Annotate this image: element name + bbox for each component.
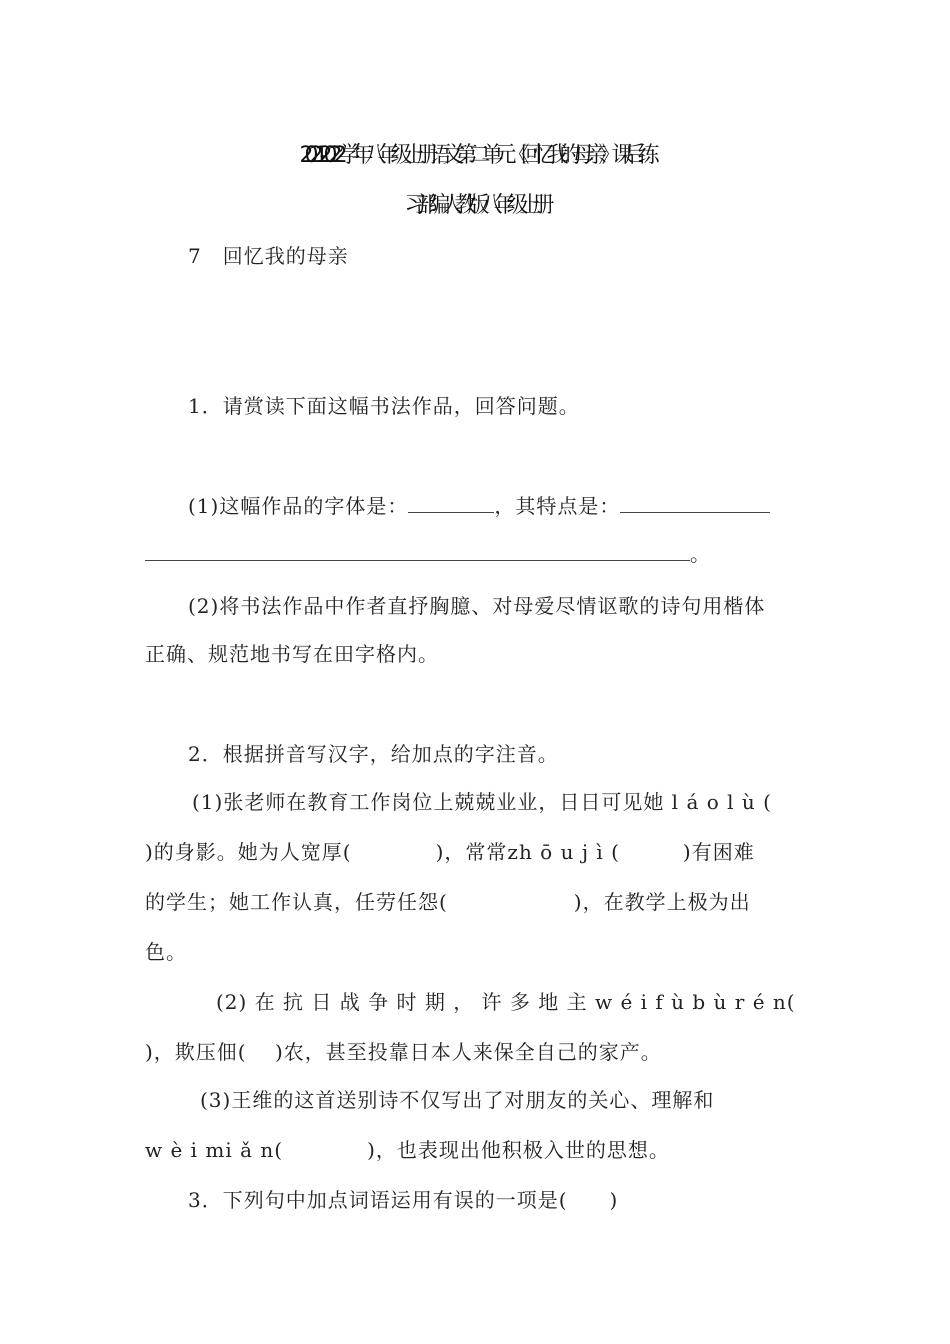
question-2-part-1-line-4: 色。 — [145, 940, 187, 964]
question-1-part-1-continued — [145, 538, 711, 567]
answer-blank-features-2[interactable] — [145, 542, 690, 561]
question-1-part-1-text-b: ，其特点是： — [494, 494, 621, 518]
document-title-line-2: 习 部编人教版八年级上册 — [404, 193, 546, 218]
answer-blank-features-1[interactable] — [620, 494, 770, 513]
lesson-heading: 7 回忆我的母亲 — [188, 244, 349, 268]
question-1-part-1-end: 。 — [690, 542, 711, 566]
question-2-part-2-line-2: )，欺压佃( )农，甚至投靠日本人来保全自己的家产。 — [145, 1040, 662, 1064]
question-1-part-1 — [188, 490, 770, 519]
question-1-part-2-line-2: 正确、规范地书写在田字格内。 — [145, 642, 439, 666]
question-2-part-2-line-1: (2) 在 抗 日 战 争 时 期 ， 许 多 地 主 w é i f ù b ù r é n( — [216, 990, 796, 1014]
question-1-part-2-line-1: (2)将书法作品中作者直抒胸臆、对母爱尽情讴歌的诗句用楷体 — [188, 594, 766, 618]
question-2-part-1-line-2: )的身影。她为人宽厚( )，常常zh ō u j ì ( )有困难 — [145, 840, 755, 864]
question-3-stem: 3．下列句中加点词语运用有误的一项是( ) — [188, 1188, 619, 1212]
question-2-stem: 2．根据拼音写汉字，给加点的字注音。 — [188, 742, 559, 766]
answer-blank-font-style[interactable] — [408, 494, 494, 513]
document-title-line-1: 2021-2022学年八年级上册语文第二单元《回忆我的母亲》课后练 — [299, 143, 651, 168]
question-1-part-1-text-a: (1)这幅作品的字体是： — [188, 494, 409, 518]
question-2-part-3-line-2: w è i mi ǎ n( )，也表现出他积极入世的思想。 — [145, 1138, 670, 1162]
question-2-part-1-line-1: (1)张老师在教育工作岗位上兢兢业业，日日可见她 l á o l ù ( — [192, 790, 772, 814]
question-2-part-3-line-1: (3)王维的这首送别诗不仅写出了对朋友的关心、理解和 — [200, 1088, 715, 1112]
question-2-part-1-line-3: 的学生；她工作认真，任劳任怨( )，在教学上极为出 — [145, 890, 751, 914]
question-1-stem: 1．请赏读下面这幅书法作品，回答问题。 — [188, 394, 580, 418]
